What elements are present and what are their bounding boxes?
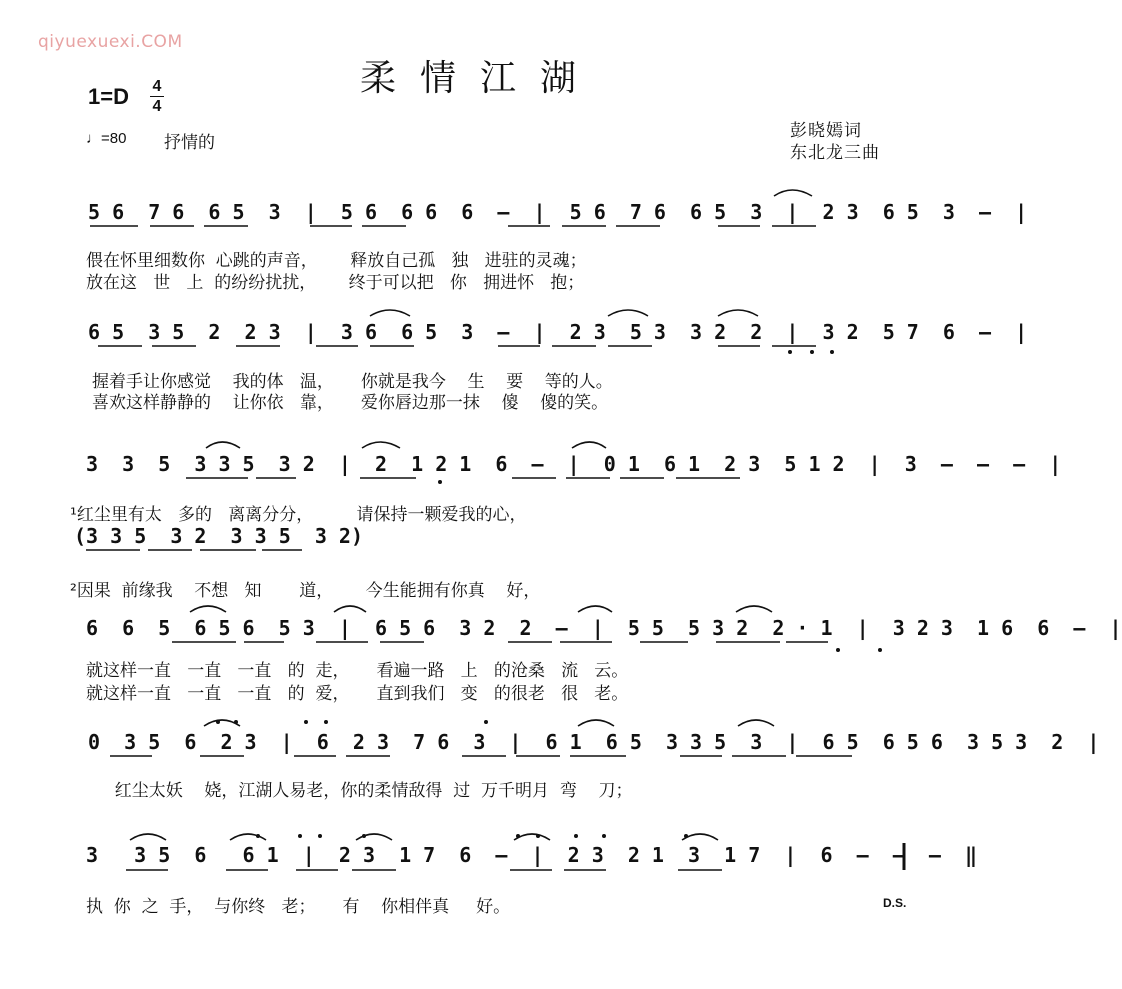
lyric-row-4-verse-1: 就这样一直 一直 一直 的 走， 看遍一路 上 的沧桑 流 云。 bbox=[86, 661, 629, 681]
lyric-row-4-verse-2: 就这样一直 一直 一直 的 爱， 直到我们 变 的很老 很 老。 bbox=[86, 684, 629, 704]
lyric-row-1-verse-2: 放在这 世 上 的纷纷扰扰， 终于可以把 你 拥进怀 抱； bbox=[86, 273, 585, 293]
notation-row-4: 6 6 5 6 5 6 5 3 | 6 5 6 3 2 2 – | 5 5 5 3 2 2 · 1 | 3 2 3 1 6 6 – | bbox=[86, 616, 1122, 640]
lyric-row-2-verse-2: 喜欢这样静静的 让你依 靠， 爱你唇边那一抹 傻 傻的笑。 bbox=[92, 393, 609, 413]
watermark: qiyuexuexi.COM bbox=[38, 32, 183, 52]
lyric-row-2-verse-1: 握着手让你感觉 我的体 温， 你就是我今 生 要 等的人。 bbox=[92, 372, 613, 392]
notation-row-1: 5 6 7 6 6 5 3 | 5 6 6 6 6 – | 5 6 7 6 6 5 3 | 2 3 6 5 3 – | bbox=[88, 200, 1028, 224]
key-signature: 1=D bbox=[88, 84, 129, 109]
mood-marking: 抒情的 bbox=[164, 133, 215, 153]
time-signature-top: 4 bbox=[152, 78, 162, 95]
time-signature-bottom: 4 bbox=[152, 98, 162, 115]
lyric-row-5: 红尘太妖 娆，江湖人易老，你的柔情敌得 过 万千明月 弯 刀； bbox=[104, 781, 633, 801]
lyric-row-3-verse-2: ²因果 前缘我 不想 知 道， 今生能拥有你真 好， bbox=[70, 581, 541, 601]
lyricist-credit: 彭晓嫣词 bbox=[790, 121, 862, 141]
lyric-row-6: 执 你 之 手， 与你终 老； 有 你相伴真 好。 bbox=[86, 897, 511, 917]
composer-credit: 东北龙三曲 bbox=[790, 143, 880, 163]
notation-row-3: 3 3 5 3 3 5 3 2 | 2 1 2 1 6 – | 0 1 6 1 2 3 5 1 2 | 3 – – – | bbox=[86, 452, 1062, 476]
notation-row-2: 6 5 3 5 2 2 3 | 3 6 6 5 3 – | 2 3 5 3 3 2 2 | 3 2 5 7 6 – | bbox=[88, 320, 1028, 344]
tempo-marking: ♩=80 bbox=[86, 130, 127, 147]
lyric-row-1-verse-1: 偎在怀里细数你 心跳的声音， 释放自己孤 独 进驻的灵魂； bbox=[86, 251, 587, 271]
notation-row-5: 0 3 5 6 2 3 | 6 2 3 7 6 3 | 6 1 6 5 3 3 5 3 | 6 5 6 5 6 3 5 3 2 | bbox=[88, 730, 1100, 754]
notation-row-3-alt: (3 3 5 3 2 3 3 5 3 2) bbox=[74, 524, 363, 548]
lyric-row-3: ¹红尘里有太 多的 离离分分， 请保持一颗爱我的心， bbox=[70, 505, 527, 525]
song-title: 柔情江湖 bbox=[360, 58, 601, 99]
ds-marking: D.S. bbox=[883, 896, 907, 910]
notation-row-6: 3 3 5 6 6 1 | 2 3 1 7 6 – | 2 3 2 1 3 1 7 | 6 – – – ‖ bbox=[86, 843, 978, 867]
